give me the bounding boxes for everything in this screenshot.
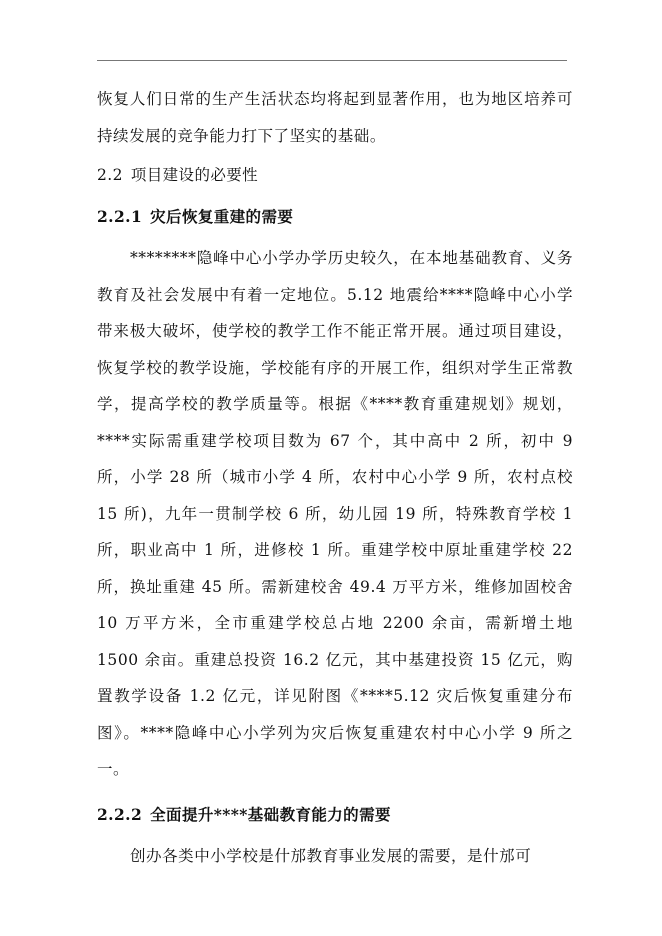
section-number: 2.2 <box>97 166 123 184</box>
subsection-title: 全面提升****基础教育能力的需要 <box>150 804 391 824</box>
section-title: 项目建设的必要性 <box>130 166 259 184</box>
header-rule <box>97 60 567 61</box>
page-body <box>97 81 573 874</box>
subsection-number: 2.2.1 <box>97 207 143 226</box>
body-paragraph: 创办各类中小学校是什邡教育事业发展的需要，是什邡可 <box>130 846 532 865</box>
subsection-heading-2 <box>97 802 573 828</box>
subsection-number: 2.2.2 <box>97 804 143 824</box>
continuation-paragraph: 恢复人们日常的生产生活状态均将起到显著作用，也为地区培养可持续发展的竞争能力打下了坚实的基础。 <box>97 90 573 145</box>
subsection-heading-1 <box>97 204 573 230</box>
subsection-title: 灾后恢复重建的需要 <box>150 207 294 226</box>
body-paragraph: ********隐峰中心小学办学历史较久，在本地基础教育、义务教育及社会发展中有着一定地位。5.12 地震给****隐峰中心小学带来极大破坏，使学校的教学工作不能正常开展。通过项目建设，恢复学校的教学设施，学校能有序的开展工作，组织对学生正常教学，提高学校的教学质量等。根据《****教育重建规划》规划，****实际需重建学校项目数为 67 个，其中高中 2 所，初中 9 所，小学 28 所（城市小学 4 所，农村中心小学 9 所，农村点校 15 所)，九年一贯制学校 6 所，幼儿园 19 所，特殊教育学校 1 所，职业高中 1 所，进修校 1 所。重建学校中原址重建学校 22 所，换址重建 45 所。需新建校舍 49.4 万平方米，维修加固校舍 10 万平方米，全市重建学校总占地 2200 余亩，需新增土地 1500 余亩。重建总投资 16.2 亿元，其中基建投资 15 亿元，购置教学设备 1.2 亿元，详见附图《****5.12 灾后恢复重建分布图》。****隐峰中心小学列为灾后恢复重建农村中心小学 9 所之一。 <box>97 249 573 778</box>
section-heading <box>97 162 573 188</box>
